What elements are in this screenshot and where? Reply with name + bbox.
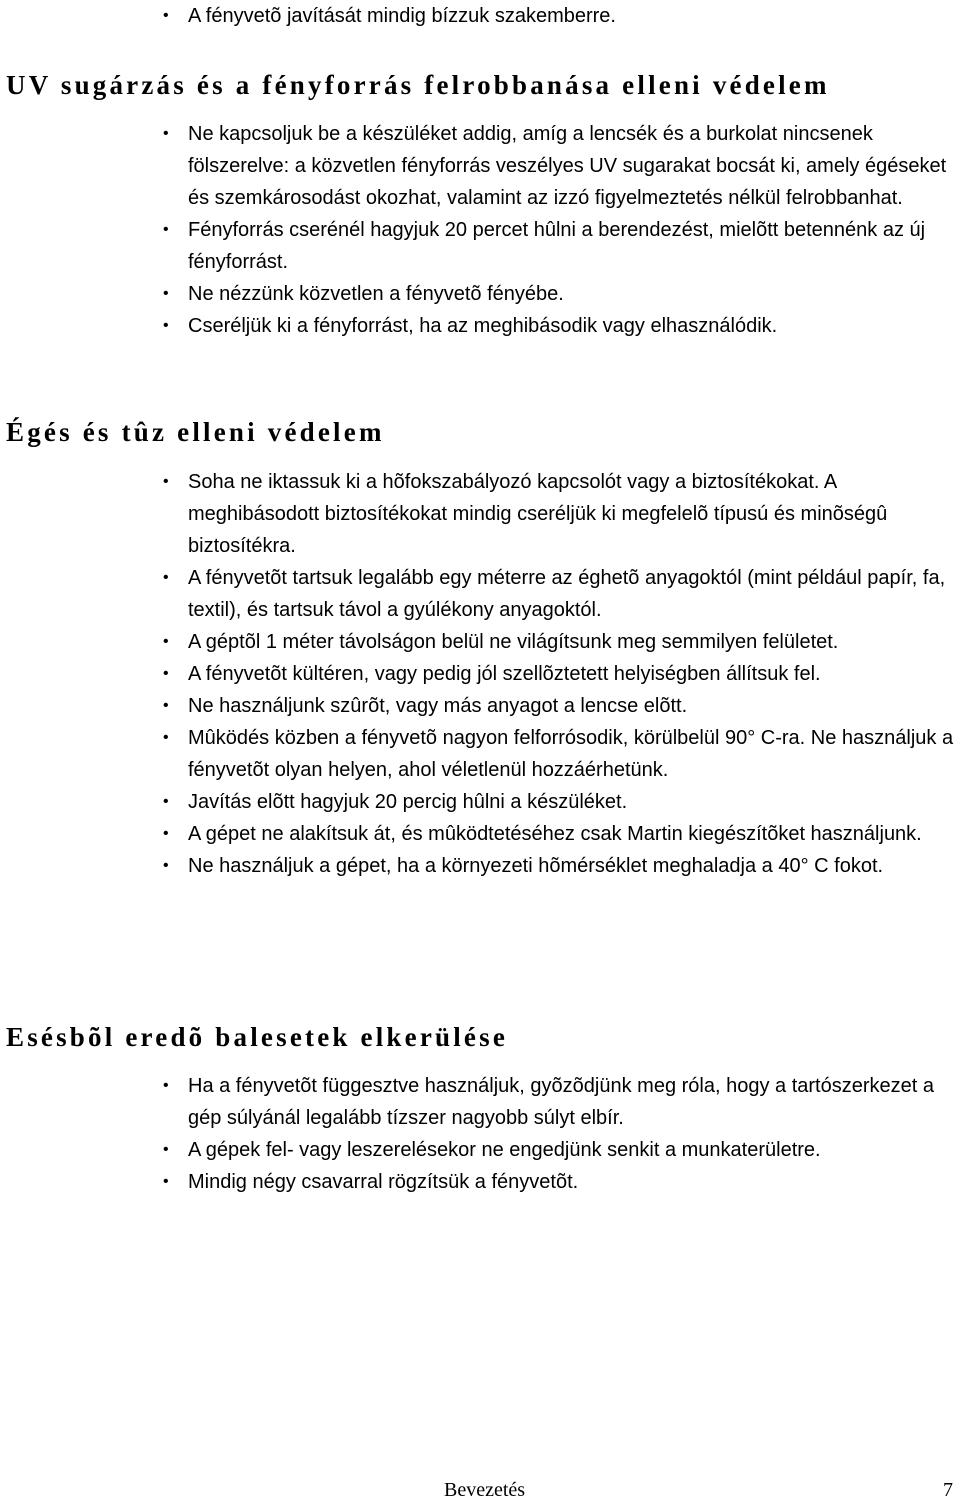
- list-item-text: Mûködés közben a fényvetõ nagyon felforrósodik, körülbelül 90° C-ra. Ne használjuk a fényvetõt olyan helyen, ahol véletlenül hozzáérhetünk.: [188, 727, 954, 781]
- section-heading-fall: Esésbõl eredõ balesetek elkerülése: [6, 1022, 509, 1052]
- list-item-text: Ne kapcsoljuk be a készüléket addig, amíg a lencsék és a burkolat nincsenek fölszerelve: a közvetlen fényforrás veszélyes UV sugarakat bocsát ki, amely égéseket és szemkárosodást okozhat, valamint az izzó figyelmeztetés nélkül felrobbanhat.: [188, 123, 947, 209]
- list-item: [0, 690, 960, 722]
- bullet-icon: •: [163, 221, 169, 238]
- bullet-icon: •: [163, 697, 169, 714]
- list-item-text: Cseréljük ki a fényforrást, ha az meghibásodik vagy elhasználódik.: [188, 315, 778, 337]
- bullet-icon: •: [163, 125, 169, 142]
- bullet-icon: •: [163, 473, 169, 490]
- list-item-text: A gépek fel- vagy leszerelésekor ne engedjünk senkit a munkaterületre.: [188, 1139, 821, 1161]
- list-item: [0, 1070, 960, 1134]
- list-item: [0, 0, 960, 32]
- list-item-text: Soha ne iktassuk ki a hõfokszabályozó kapcsolót vagy a biztosítékokat. A meghibásodott biztosítékokat mindig cseréljük ki megfelelõ típusú és minõségû biztosítékra.: [188, 471, 888, 557]
- list-item: [0, 722, 960, 786]
- list-item-text: Fényforrás cserénél hagyjuk 20 percet hûlni a berendezést, mielõtt betennénk az új fényforrást.: [188, 219, 926, 273]
- list-item: [0, 786, 960, 818]
- bullet-icon: •: [163, 569, 169, 586]
- fire-bullet-list: [0, 466, 960, 882]
- list-item-text: Ne nézzünk közvetlen a fényvetõ fényébe.: [188, 283, 564, 305]
- bullet-icon: •: [163, 633, 169, 650]
- list-item: [0, 562, 960, 626]
- list-item: [0, 214, 960, 278]
- list-item: [0, 278, 960, 310]
- bullet-icon: •: [163, 665, 169, 682]
- list-item-text: A géptõl 1 méter távolságon belül ne világítsunk meg semmilyen felületet.: [188, 631, 839, 653]
- section-heading-fire: Égés és tûz elleni védelem: [6, 417, 385, 447]
- bullet-icon: •: [163, 285, 169, 302]
- bullet-icon: •: [163, 825, 169, 842]
- list-item-text: A fényvetõt tartsuk legalább egy méterre az éghetõ anyagoktól (mint például papír, fa, textil), és tartsuk távol a gyúlékony anyagoktól.: [188, 567, 946, 621]
- bullet-icon: •: [163, 7, 169, 24]
- list-item: [0, 850, 960, 882]
- list-item-text: A fényvetõ javítását mindig bízzuk szakemberre.: [188, 5, 616, 27]
- list-item-text: Ha a fényvetõt függesztve használjuk, gyõzõdjünk meg róla, hogy a tartószerkezet a gép súlyánál legalább tízszer nagyobb súlyt elbír.: [188, 1075, 934, 1129]
- list-item: [0, 466, 960, 562]
- bullet-icon: •: [163, 1141, 169, 1158]
- bullet-icon: •: [163, 793, 169, 810]
- list-item: [0, 818, 960, 850]
- bullet-icon: •: [163, 1173, 169, 1190]
- list-item-text: Ne használjunk szûrõt, vagy más anyagot a lencse elõtt.: [188, 695, 688, 717]
- uv-bullet-list: [0, 118, 960, 342]
- page-number: 7: [943, 1479, 953, 1501]
- list-item: [0, 1134, 960, 1166]
- list-item-text: Ne használjuk a gépet, ha a környezeti hõmérséklet meghaladja a 40° C fokot.: [188, 855, 884, 877]
- list-item: [0, 118, 960, 214]
- bullet-icon: •: [163, 317, 169, 334]
- list-item-text: Mindig négy csavarral rögzítsük a fényvetõt.: [188, 1171, 579, 1193]
- footer-section-name: Bevezetés: [444, 1479, 526, 1501]
- fall-bullet-list: [0, 1070, 960, 1198]
- intro-bullet-list: [0, 0, 960, 32]
- bullet-icon: •: [163, 729, 169, 746]
- bullet-icon: •: [163, 857, 169, 874]
- section-heading-uv: UV sugárzás és a fényforrás felrobbanása elleni védelem: [6, 70, 830, 100]
- list-item-text: Javítás elõtt hagyjuk 20 percig hûlni a készüléket.: [188, 791, 628, 813]
- list-item: [0, 626, 960, 658]
- list-item: [0, 310, 960, 342]
- list-item: [0, 1166, 960, 1198]
- list-item-text: A fényvetõt kültéren, vagy pedig jól szellõztetett helyiségben állítsuk fel.: [188, 663, 821, 685]
- list-item-text: A gépet ne alakítsuk át, és mûködtetéséhez csak Martin kiegészítõket használjunk.: [188, 823, 922, 845]
- bullet-icon: •: [163, 1077, 169, 1094]
- list-item: [0, 658, 960, 690]
